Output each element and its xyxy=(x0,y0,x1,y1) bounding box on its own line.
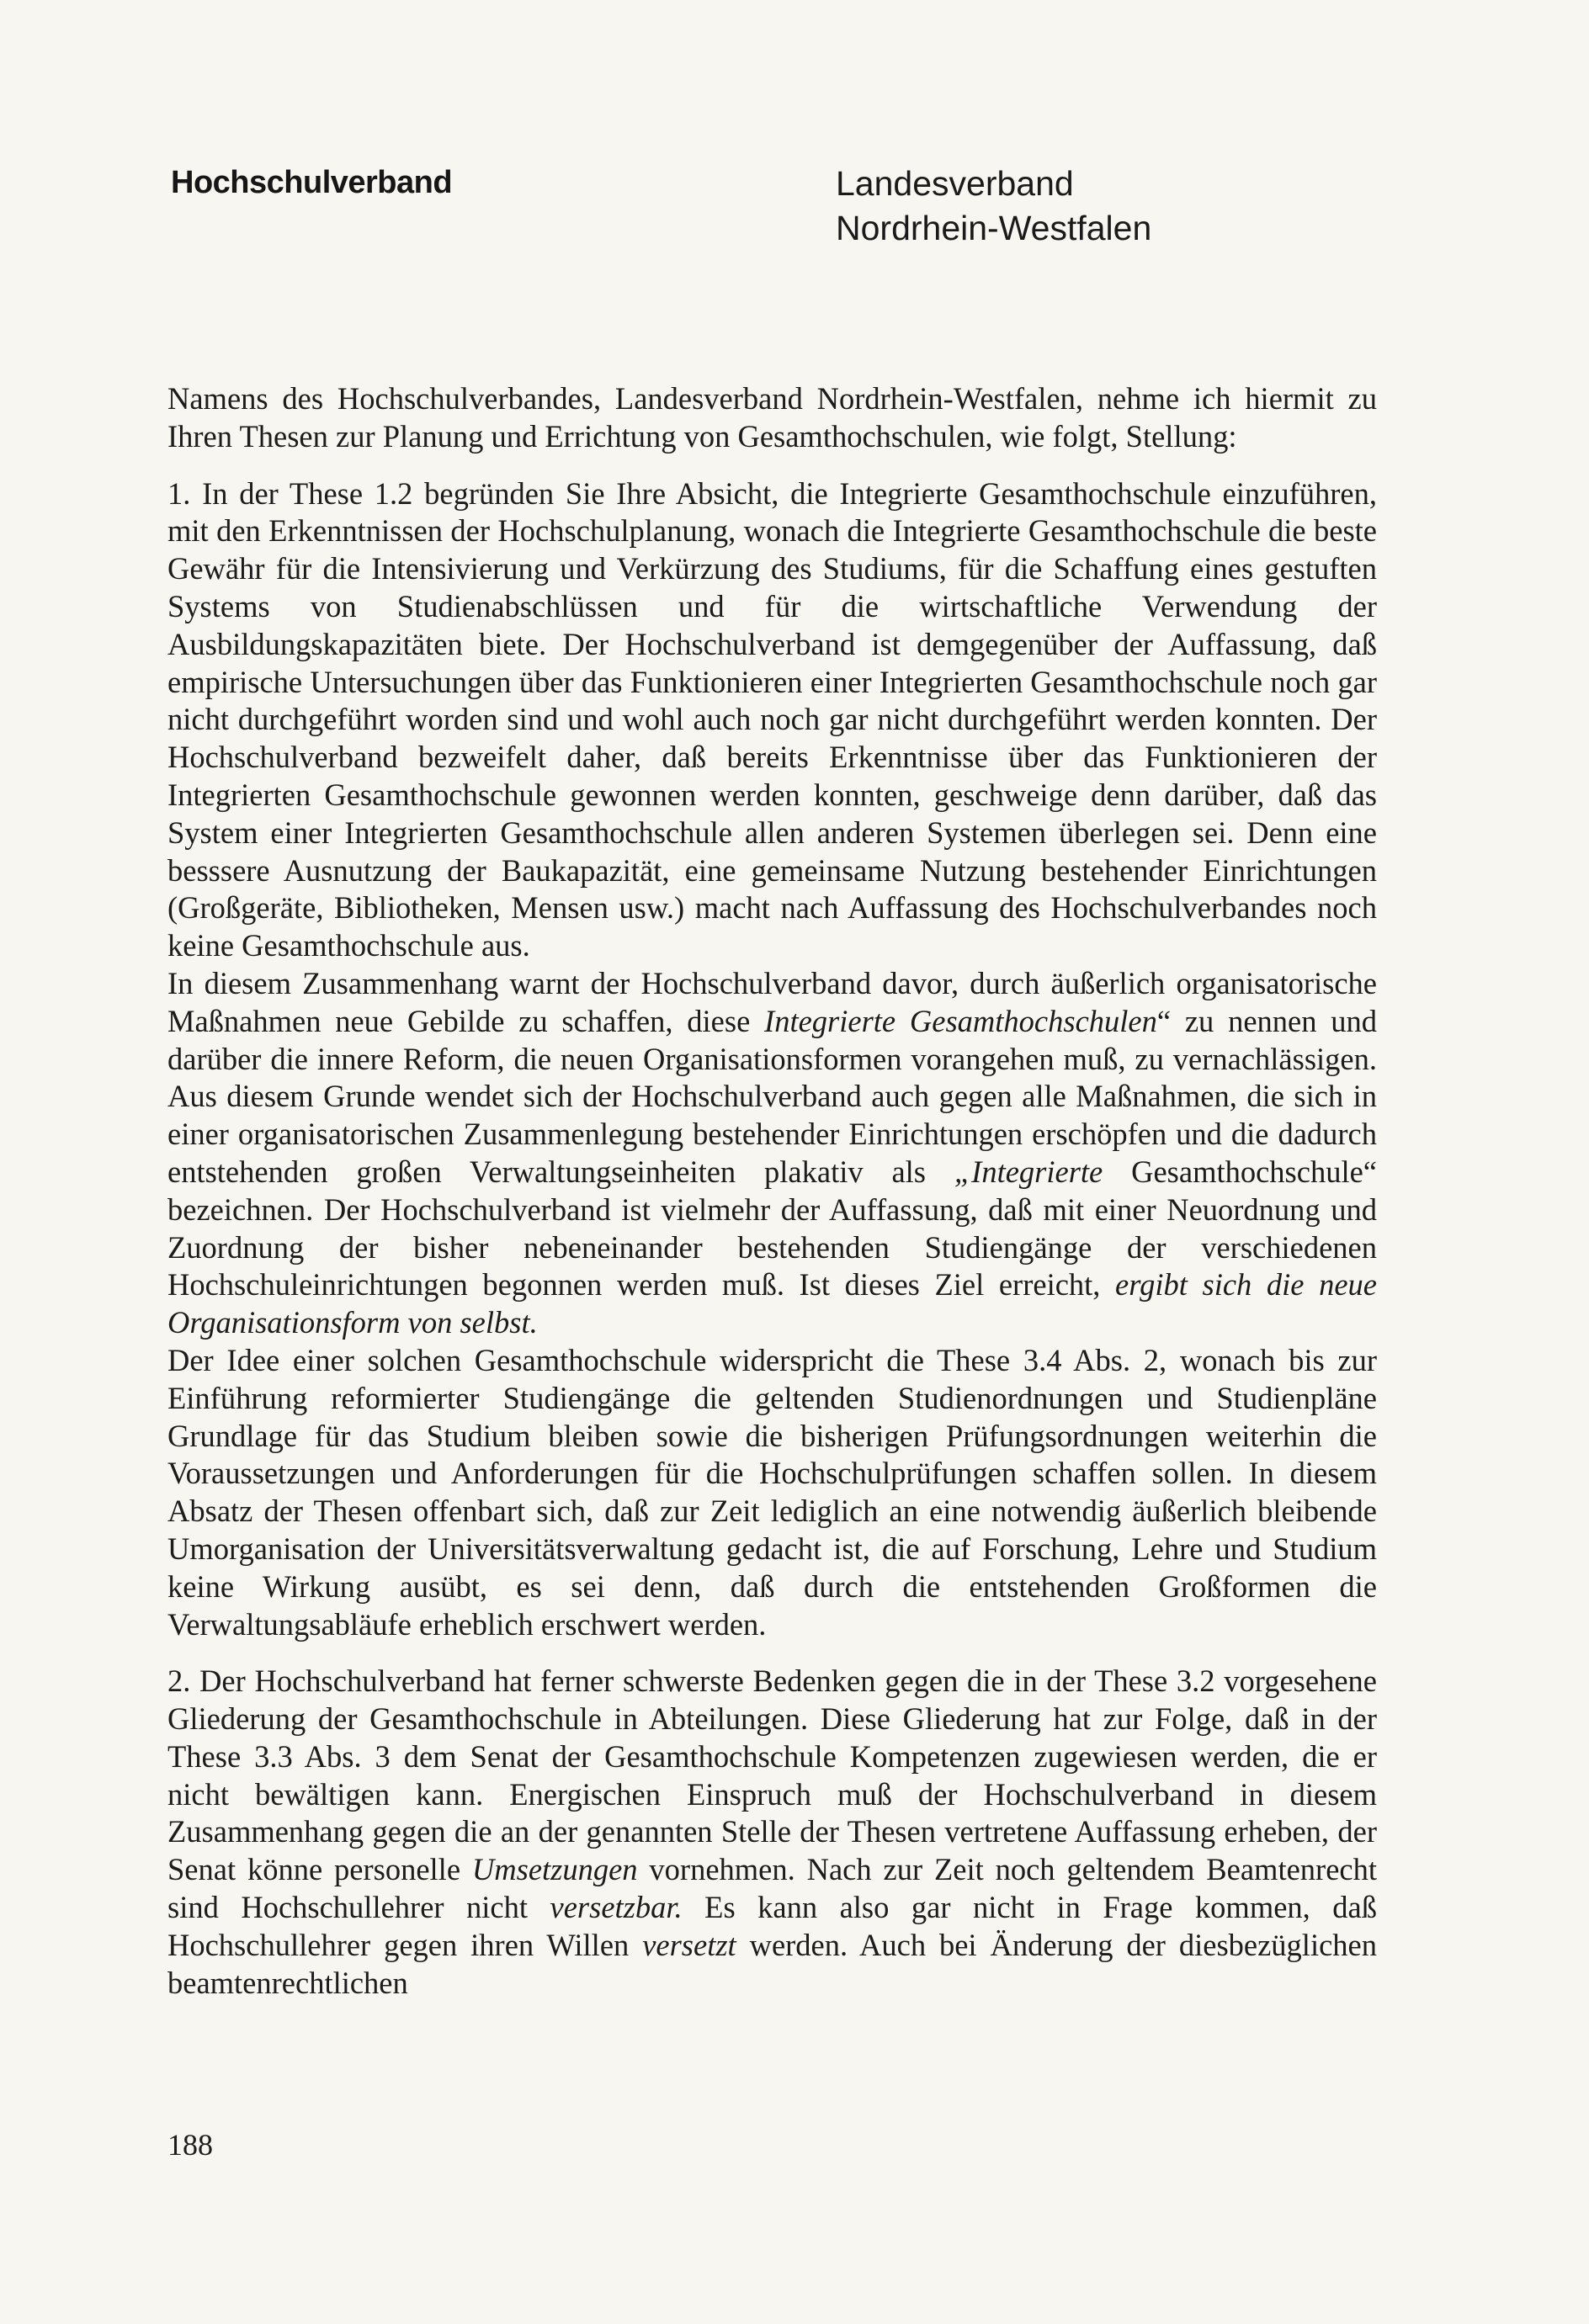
italic-text: versetzt xyxy=(642,1927,736,1962)
text-run: Gesamthochschule“ bezeichnen. Der Hochschulverband ist vielmehr der Auffassung, daß mit einer Neuordnung und Zuordnung der bisher nebeneinander bestehenden Studiengänge der verschiedenen Hochschuleinrichtungen begonnen werden muß. Ist dieses Ziel erreicht, xyxy=(167,1154,1377,1303)
letter-body xyxy=(167,380,1377,2002)
text-run: vornehmen. Nach zur Zeit noch geltendem Beamtenrecht sind Hochschullehrer nicht xyxy=(167,1852,1377,1925)
heading-line-2: Nordrhein-Westfalen xyxy=(836,209,1152,247)
paragraph-intro: Namens des Hochschulverbandes, Landesverband Nordrhein-Westfalen, nehme ich hiermit zu Ihren Thesen zur Planung und Errichtung von Gesamthochschulen, wie folgt, Stellung: xyxy=(167,381,1377,454)
paragraph-point-1: 1. In der These 1.2 begründen Sie Ihre Absicht, die Integrierte Gesamthochschule einzuführen, mit den Erkenntnissen der Hochschulplanung, wonach die Integrierte Gesamthochschule die beste Gewähr für die Intensivierung und Verkürzung des Studiums, für die Schaffung eines gestuften Systems von Studienabschlüssen und für die wirtschaftliche Verwendung der Ausbildungskapazitäten biete. Der Hochschulverband ist demgegenüber der Auffassung, daß empirische Untersuchungen über das Funktionieren einer Integrierten Gesamthochschule noch gar nicht durchgeführt worden sind und wohl auch noch gar nicht durchgeführt werden konnten. Der Hochschulverband bezweifelt daher, daß bereits Erkenntnisse über das Funktionieren der Integrierten Gesamthochschule gewonnen werden konnten, geschweige denn darüber, daß das System einer Integrierten Gesamthochschule allen anderen Systemen überlegen sei. Denn eine besssere Ausnutzung der Baukapazität, eine gemeinsame Nutzung bestehender Einrichtungen (Großgeräte, Bibliotheken, Mensen usw.) macht nach Auffassung des Hochschulverbandes noch keine Gesamthochschule aus. xyxy=(167,475,1377,963)
paragraph-warning xyxy=(167,965,1377,1342)
regional-association-heading xyxy=(836,162,1151,251)
paragraph-point-2 xyxy=(167,1663,1377,2002)
italic-text: versetzbar. xyxy=(550,1890,683,1925)
italic-text: Integrierte Gesamthochschulen xyxy=(764,1003,1157,1038)
text-run: In diesem Zusammenhang warnt der Hochschulverband davor, durch äußerlich organisatorische Maßnahmen neue Gebilde zu schaffen, diese xyxy=(167,965,1377,1038)
organization-title: Hochschulverband xyxy=(171,165,453,200)
text-run: “ zu nennen und darüber die innere Reform, die neuen Organisationsformen vorangehen muß, zu vernachlässigen. Aus diesem Grunde wendet sich der Hochschulverband auch gegen alle Maßnahmen, die sich in einer organisatorischen Zusammenlegung bestehender Einrichtungen erschöpfen und die dadurch entstehenden großen Verwaltungseinheiten plakativ als xyxy=(167,1003,1377,1189)
italic-text: ergibt sich die neue Organisationsform von selbst. xyxy=(167,1267,1377,1340)
italic-text: Umsetzungen xyxy=(471,1852,638,1887)
italic-text: „Integrierte xyxy=(954,1154,1103,1189)
page-number: 188 xyxy=(167,2128,213,2162)
heading-line-1: Landesverband xyxy=(836,164,1074,203)
text-run: werden. Auch bei Änderung der diesbezüglichen beamtenrechtlichen xyxy=(167,1927,1377,2000)
text-run: Es kann also gar nicht in Frage kommen, daß Hochschullehrer gegen ihren Willen xyxy=(167,1890,1377,1962)
text-run: 2. Der Hochschulverband hat ferner schwerste Bedenken gegen die in der These 3.2 vorgesehene Gliederung der Gesamthochschule in Abteilungen. Diese Gliederung hat zur Folge, daß in der These 3.3 Abs. 3 dem Senat der Gesamthochschule Kompetenzen zugewiesen werden, die er nicht bewältigen kann. Energischen Einspruch muß der Hochschulverband in diesem Zusammenhang gegen die an der genannten Stelle der Thesen vertretene Auffassung erheben, der Senat könne personelle xyxy=(167,1663,1377,1887)
paragraph-contradiction: Der Idee einer solchen Gesamthochschule widerspricht die These 3.4 Abs. 2, wonach bis zur Einführung reformierter Studiengänge die geltenden Studienordnungen und Studienpläne Grundlage für das Studium bleiben sowie die bisherigen Prüfungsordnungen weiterhin die Voraussetzungen und Anforderungen für die Hochschulprüfungen schaffen sollen. In diesem Absatz der Thesen offenbart sich, daß zur Zeit lediglich an eine notwendig äußerlich bleibende Umorganisation der Universitätsverwaltung gedacht ist, die auf Forschung, Lehre und Studium keine Wirkung ausübt, es sei denn, daß durch die entstehenden Großformen die Verwaltungsabläufe erheblich erschwert werden. xyxy=(167,1342,1377,1642)
